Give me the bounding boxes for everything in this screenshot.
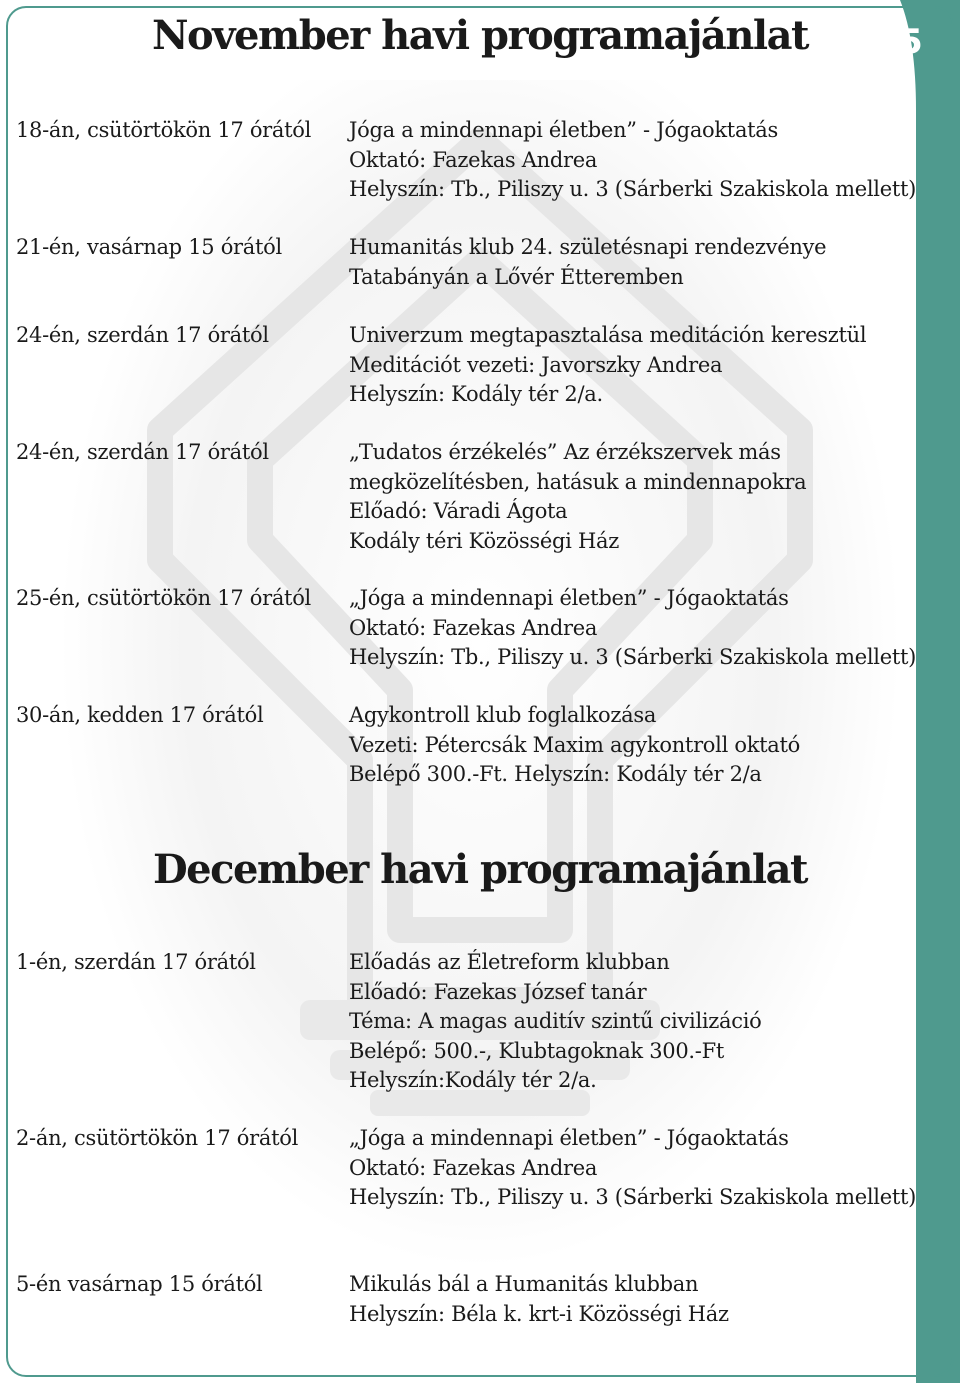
event-line: Oktató: Fazekas Andrea bbox=[349, 615, 598, 640]
event-line: Előadó: Fazekas József tanár bbox=[349, 979, 647, 1004]
event-details bbox=[349, 116, 916, 205]
event-line: Helyszín: Béla k. krt-i Közösségi Ház bbox=[349, 1301, 729, 1326]
event-line: Belépő: 500.-, Klubtagoknak 300.-Ft bbox=[349, 1038, 724, 1063]
event-line: Kodály téri Közösségi Ház bbox=[349, 528, 619, 553]
event-line: Agykontroll klub foglalkozása bbox=[349, 703, 657, 727]
event-line: Helyszín:Kodály tér 2/a. bbox=[349, 1068, 597, 1092]
section-title-december: December havi programajánlat bbox=[152, 846, 808, 893]
event-line: Meditációt vezeti: Javorszky Andrea bbox=[349, 352, 723, 377]
event-date: 21-én, vasárnap 15 órától bbox=[16, 235, 282, 259]
event-date: 2-án, csütörtökön 17 órától bbox=[16, 1126, 298, 1150]
event-line: Jóga a mindennapi életben” - Jógaoktatás bbox=[349, 118, 779, 142]
event-line: Helyszín: Kodály tér 2/a. bbox=[349, 382, 603, 406]
event-line: Előadó: Váradi Ágota bbox=[349, 499, 568, 523]
event-date: 18-án, csütörtökön 17 órától bbox=[16, 118, 312, 142]
event-line: Helyszín: Tb., Piliszy u. 3 (Sárberki Szakiskola mellett) bbox=[349, 177, 917, 201]
event-details bbox=[349, 321, 866, 410]
event-line: Oktató: Fazekas Andrea bbox=[349, 1155, 598, 1180]
event-line: Helyszín: Tb., Piliszy u. 3 (Sárberki Szakiskola mellett) bbox=[349, 1185, 917, 1209]
event-line: Mikulás bál a Humanitás klubban bbox=[349, 1272, 699, 1296]
event-line: Humanitás klub 24. születésnapi rendezvénye bbox=[349, 235, 827, 259]
event-date: 25-én, csütörtökön 17 órától bbox=[16, 586, 311, 610]
event-line: Oktató: Fazekas Andrea bbox=[349, 147, 598, 172]
event-date: 24-én, szerdán 17 órától bbox=[16, 440, 269, 464]
event-date: 5-én vasárnap 15 órától bbox=[16, 1272, 263, 1296]
event-details bbox=[349, 233, 826, 292]
event-details bbox=[349, 438, 806, 556]
event-line: „Jóga a mindennapi életben” - Jógaoktatás bbox=[349, 1126, 789, 1150]
event-details bbox=[349, 701, 800, 790]
event-line: „Tudatos érzékelés” Az érzékszervek más bbox=[349, 440, 781, 464]
event-details bbox=[349, 584, 916, 673]
event-details bbox=[349, 1124, 916, 1213]
event-line: Előadás az Életreform klubban bbox=[349, 950, 670, 974]
event-line: Univerzum megtapasztalása meditáción keresztül bbox=[349, 323, 867, 347]
event-line: Vezeti: Pétercsák Maxim agykontroll oktató bbox=[349, 732, 800, 757]
event-line: Helyszín: Tb., Piliszy u. 3 (Sárberki Szakiskola mellett) bbox=[349, 645, 917, 669]
event-details bbox=[349, 1270, 729, 1329]
event-line: „Jóga a mindennapi életben” - Jógaoktatás bbox=[349, 586, 789, 610]
event-date: 1-én, szerdán 17 órától bbox=[16, 950, 256, 974]
event-line: Tatabányán a Lővér Étteremben bbox=[349, 264, 684, 289]
event-date: 24-én, szerdán 17 órától bbox=[16, 323, 269, 347]
event-date: 30-án, kedden 17 órától bbox=[16, 703, 264, 727]
event-line: Téma: A magas auditív szintű civilizáció bbox=[349, 1009, 762, 1033]
event-line: Belépő 300.-Ft. Helyszín: Kodály tér 2/a bbox=[349, 762, 762, 786]
page-number: 5 bbox=[899, 22, 923, 62]
section-title-november: November havi programajánlat bbox=[151, 12, 809, 59]
event-line: megközelítésben, hatásuk a mindennapokra bbox=[349, 469, 807, 494]
event-details bbox=[349, 948, 762, 1096]
